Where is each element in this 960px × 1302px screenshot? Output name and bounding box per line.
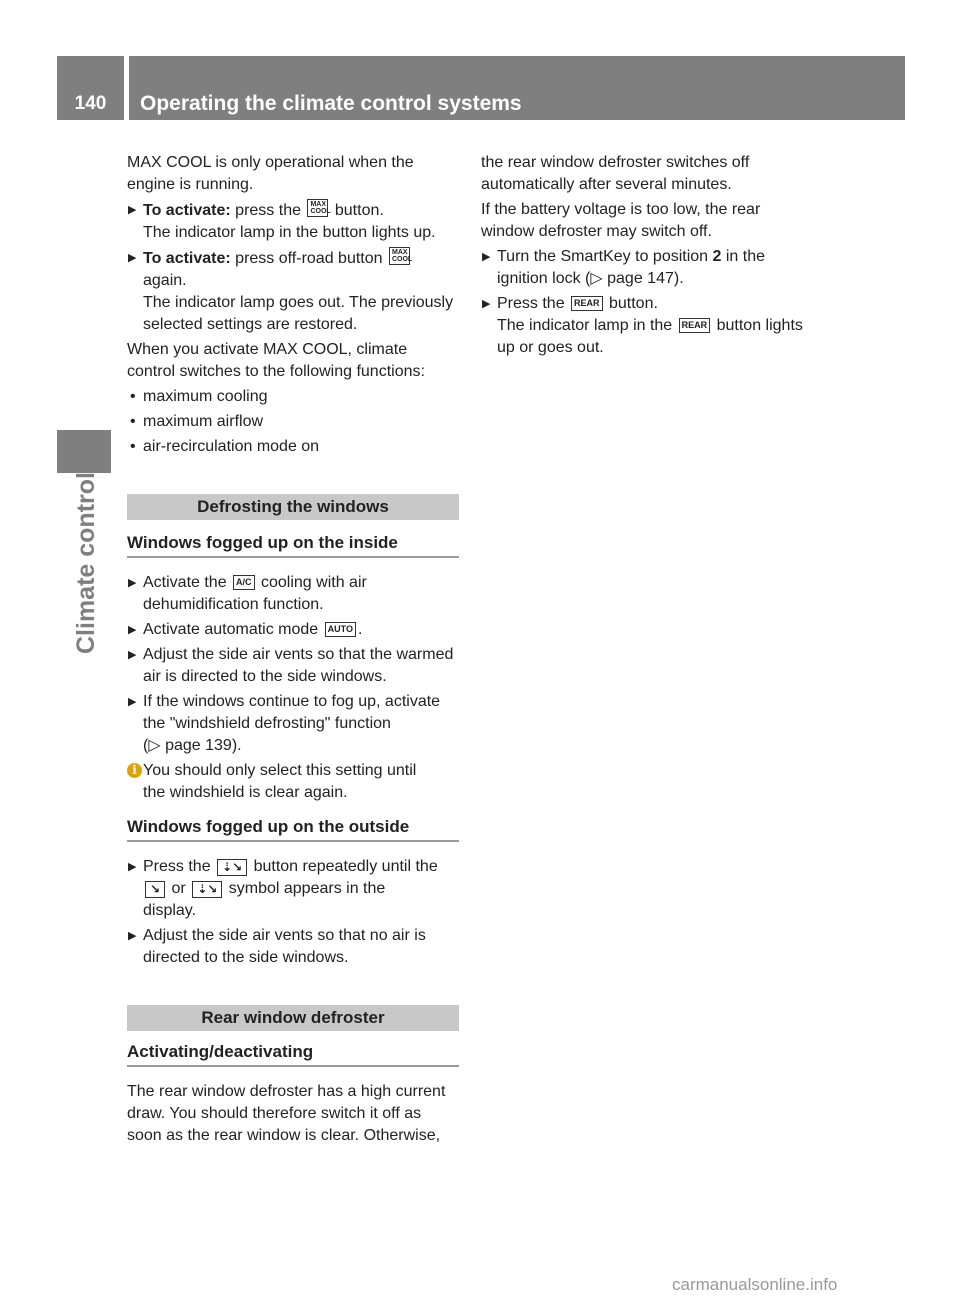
battery-paragraph: If the battery voltage is too low, the rear window defroster may switch off. bbox=[481, 201, 761, 240]
bullet-icon: • bbox=[130, 438, 136, 455]
step-smartkey: ▶ Turn the SmartKey to position 2 in the ignition lock (▷ page 147). bbox=[481, 246, 813, 290]
arrow-icon: ▶ bbox=[128, 649, 137, 661]
subheading-activating: Activating/deactivating bbox=[127, 1041, 459, 1067]
step-ac: ▶ Activate the A/C cooling with air dehumidification function. bbox=[128, 574, 367, 613]
arrow-icon: ▶ bbox=[482, 251, 491, 263]
functions-paragraph: When you activate MAX COOL, climate control switches to the following functions: bbox=[127, 341, 425, 380]
intro-line-2: engine is running. bbox=[127, 176, 254, 193]
intro-paragraph bbox=[127, 152, 459, 196]
step-bold-label: To activate: bbox=[143, 202, 231, 219]
step-activate: ▶ To activate: press the MAX COOL button. The indicator lamp in the button lights up. bbox=[128, 201, 436, 241]
list-item: • maximum cooling bbox=[127, 386, 459, 408]
arrow-icon: ▶ bbox=[128, 204, 137, 216]
chapter-title: Operating the climate control systems bbox=[140, 92, 522, 115]
arrow-icon: ▶ bbox=[128, 624, 137, 636]
side-label: Climate control bbox=[72, 472, 100, 654]
page-reference: (▷ page 139). bbox=[143, 737, 242, 754]
step-windshield: ▶ If the windows continue to fog up, activate the "windshield defrosting" function (▷ page 139). bbox=[127, 691, 459, 757]
step-air-distribution: ▶ Press the ⇣↘ button repeatedly until the ↘ or ⇣↘ symbol appears in the display. bbox=[128, 858, 438, 919]
right-column bbox=[481, 152, 813, 362]
rear-defroster-icon: REAR bbox=[679, 318, 711, 333]
max-cool-icon: MAX COOL bbox=[307, 199, 328, 217]
intro-line-1: MAX COOL is only operational when the bbox=[127, 154, 414, 171]
step-side-vents: ▶ Adjust the side air vents so that the warmed air is directed to the side windows. bbox=[128, 646, 454, 685]
page-reference: ignition lock (▷ page 147). bbox=[497, 270, 684, 287]
center-airflow-icon: ⇣↘ bbox=[192, 881, 222, 898]
list-item: • maximum airflow bbox=[127, 411, 459, 433]
auto-icon: AUTO bbox=[325, 622, 356, 637]
section-heading-defrosting: Defrosting the windows bbox=[127, 494, 459, 520]
subheading-outside: Windows fogged up on the outside bbox=[127, 816, 459, 842]
ac-icon: A/C bbox=[233, 575, 255, 590]
arrow-icon: ▶ bbox=[128, 930, 137, 942]
rear-defroster-icon: REAR bbox=[571, 296, 603, 311]
arrow-icon: ▶ bbox=[128, 861, 137, 873]
step-auto: ▶ Activate automatic mode AUTO . bbox=[127, 619, 459, 641]
auto-off-paragraph: the rear window defroster switches off automatically after several minutes. bbox=[481, 154, 750, 193]
list-item: • air-recirculation mode on bbox=[127, 436, 459, 458]
bullet-icon: • bbox=[130, 388, 136, 405]
footwell-airflow-icon: ↘ bbox=[145, 881, 165, 898]
max-cool-icon: MAX COOL bbox=[389, 247, 410, 265]
left-column bbox=[127, 152, 459, 1150]
info-icon: i bbox=[127, 763, 142, 778]
air-distribution-icon: ⇣↘ bbox=[217, 859, 247, 876]
page-number: 140 bbox=[74, 93, 107, 114]
section-heading-rear-defroster: Rear window defroster bbox=[127, 1005, 459, 1031]
arrow-icon: ▶ bbox=[482, 298, 491, 310]
step-adjust-vents: ▶ Adjust the side air vents so that no air is directed to the side windows. bbox=[128, 927, 426, 966]
step-bold-label: To activate: bbox=[143, 250, 231, 267]
rear-defroster-paragraph: The rear window defroster has a high current draw. You should therefore switch it off as soon as the rear window is clear. Otherwise, bbox=[127, 1083, 446, 1144]
subheading-inside: Windows fogged up on the inside bbox=[127, 532, 459, 558]
arrow-icon: ▶ bbox=[128, 577, 137, 589]
watermark: carmanualsonline.info bbox=[672, 1275, 838, 1294]
info-note: i You should only select this setting until the windshield is clear again. bbox=[127, 760, 459, 804]
header-separator bbox=[124, 56, 129, 120]
step-deactivate: ▶ To activate: press off-road button MAX COOL again. The indicator lamp goes out. The previously selected settings are restored. bbox=[128, 249, 454, 333]
side-tab bbox=[57, 430, 111, 473]
arrow-icon: ▶ bbox=[128, 252, 137, 264]
step-rear-button: ▶ Press the REAR button. The indicator lamp in the REAR button lights up or goes out. bbox=[482, 295, 803, 356]
arrow-icon: ▶ bbox=[128, 696, 137, 708]
bullet-icon: • bbox=[130, 413, 136, 430]
